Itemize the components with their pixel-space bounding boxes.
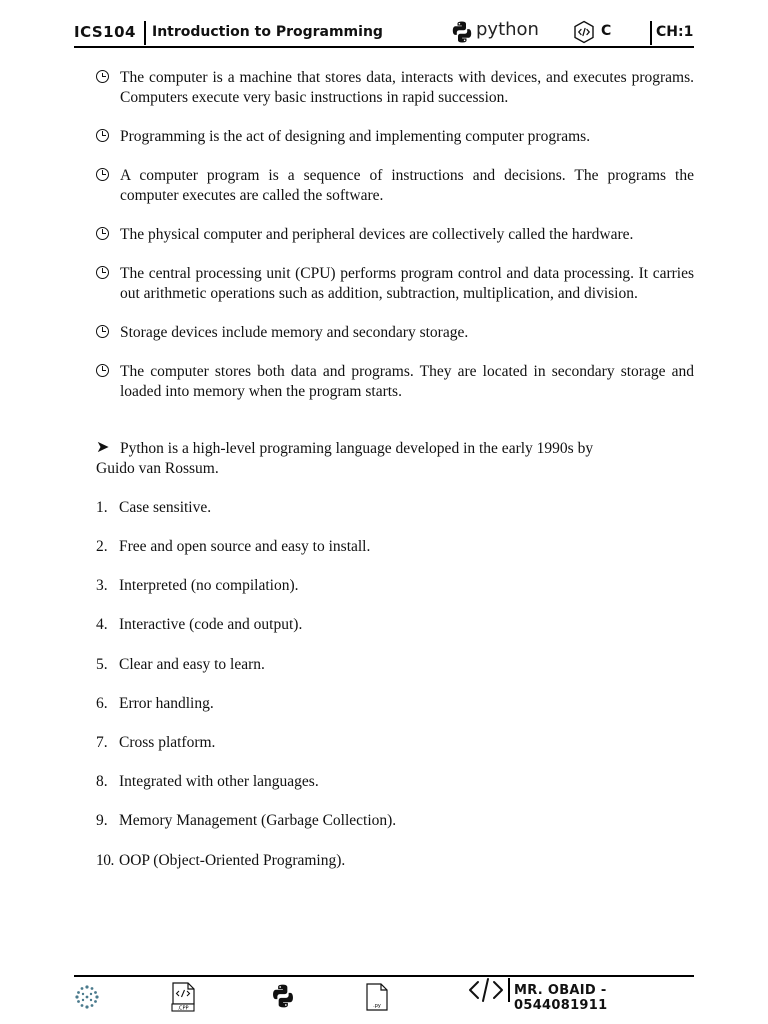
list-number: 7. [96,734,108,751]
list-text: Cross platform. [119,734,216,751]
clock-bullet-icon [96,225,112,245]
list-item [96,498,694,518]
list-number: 6. [96,694,108,712]
page-header [74,18,694,48]
bullet-text: The physical computer and peripheral devices are collectively called the hardware. [120,225,634,243]
cpp-file-icon [170,982,198,1012]
code-hexagon-icon [572,20,596,44]
bullet-item [96,166,694,205]
python-logo-icon [450,20,474,44]
code-brackets-icon [468,977,504,1003]
list-item [96,851,694,871]
list-text: Memory Management (Garbage Collection). [119,812,397,830]
clock-bullet-icon [96,127,112,147]
list-text: Interactive (code and output). [119,616,303,634]
clock-bullet-icon [96,264,112,284]
list-item [96,733,694,753]
python-label: python [476,19,539,40]
bullet-text: Programming is the act of designing and implementing computer programs. [120,127,591,145]
arrow-bullet-icon: ➤ [96,439,110,457]
list-number: 3. [96,577,108,595]
list-item [96,694,694,714]
list-item [96,655,694,675]
header-divider [144,21,146,45]
footer-rule [74,975,694,977]
clock-bullet-icon [96,166,112,186]
chapter-label: CH:1 [656,24,694,40]
footer-divider [508,978,510,1002]
python-intro-line2: Guido van Rossum. [96,459,219,477]
bullet-item [96,225,694,245]
list-item [96,537,694,557]
cpp-file-label: .CPP [177,1005,189,1012]
page-footer [74,975,694,1015]
clock-bullet-icon [96,323,112,343]
author-contact: MR. OBAID - 0544081911 [514,983,608,1013]
clock-bullet-icon [96,362,112,382]
bullet-item [96,323,694,343]
header-rule [74,46,694,48]
list-text: Error handling. [119,694,214,712]
list-text: Interpreted (no compilation). [119,577,299,595]
bullet-text: The computer is a machine that stores data, interacts with devices, and executes programs. Computers execute very basic instructions in rapid succession. [120,69,694,106]
bullet-item [96,68,694,107]
list-number: 2. [96,538,108,556]
list-number: 4. [96,616,108,634]
bullet-item [96,127,694,147]
list-item [96,811,694,831]
bullet-text: The central processing unit (CPU) performs program control and data processing. It carries out arithmetic operations such as addition, subtraction, multiplication, and division. [120,264,694,302]
globe-dots-icon [74,984,100,1010]
list-text: Free and open source and easy to install. [119,538,371,556]
list-text: Integrated with other languages. [119,773,319,791]
python-intro [96,439,694,478]
clock-bullet-icon [96,68,112,88]
py-file-label: .py [373,1003,381,1009]
list-number: 10. [96,851,114,869]
list-item [96,615,694,635]
bullet-text: The computer stores both data and programs. They are located in secondary storage and loaded into memory when the program starts. [120,362,694,400]
bullet-text: Storage devices include memory and secondary storage. [120,323,469,341]
list-number: 1. [96,498,108,516]
bullet-text: A computer program is a sequence of instructions and decisions. The programs the computer executes are called the software. [120,166,694,204]
course-title: Introduction to Programming [152,24,383,40]
bullet-item [96,264,694,303]
list-number: 5. [96,655,108,673]
list-item [96,576,694,596]
list-number: 9. [96,812,108,830]
page-content [96,68,694,890]
bullet-item [96,362,694,401]
python-intro-line1: Python is a high-level programing language developed in the early 1990s by [120,440,594,458]
list-text: Clear and easy to learn. [119,655,265,673]
python-logo-icon [270,983,296,1009]
c-label: C [601,23,612,39]
course-code: ICS104 [74,23,136,41]
header-divider [650,21,652,45]
list-item [96,772,694,792]
py-file-icon [364,983,390,1011]
list-text: OOP (Object-Oriented Programing). [119,851,346,869]
list-number: 8. [96,773,108,791]
list-text: Case sensitive. [119,498,212,516]
